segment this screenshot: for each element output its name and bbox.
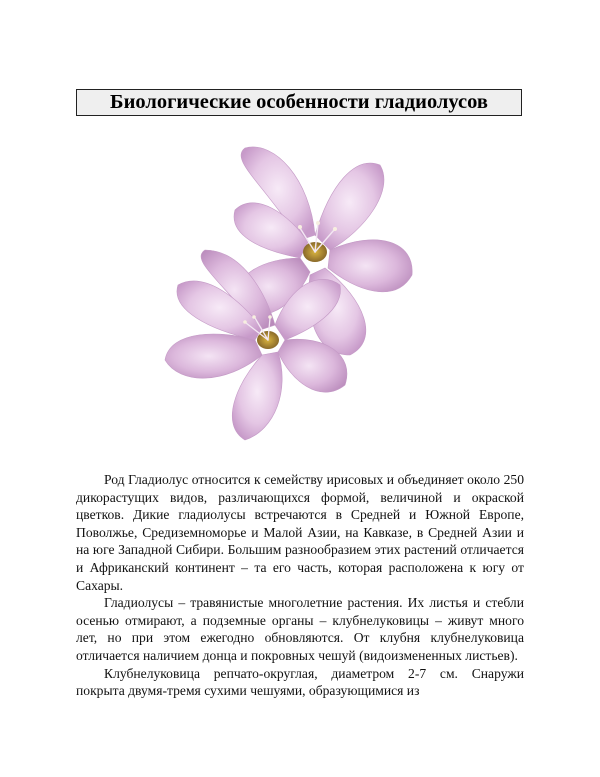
page-title: Биологические особенности гладиолусов [110,91,488,113]
title-box [76,89,522,116]
paragraph: Клубнелуковица репчато-округлая, диаметром 2-7 см. Снаружи покрыта двумя-тремя сухими чешуями, образующимися из [76,665,524,699]
flower-illustration [150,140,420,450]
paragraph: Род Гладиолус относится к семейству ирисовых и объединяет около 250 дикорастущих видов, различающихся формой, величиной и окраской цветков. Дикие гладиолусы встречаются в Средней и Южной Европе, Поволжье, Средиземноморье и Малой Азии, на Кавказе, в Средней Азии и на юге Западной Сибири. Большим разнообразием этих растений отличается и Африканский континент – та его часть, которая расположена к югу от Сахары. [76,472,524,593]
gladiolus-flower-image [150,140,420,450]
paragraph: Гладиолусы – травянистые многолетние растения. Их листья и стебли осенью отмирают, а подземные органы – клубнелуковицы – живут много лет, но при этом ежегодно обновляются. От клубня клубнелуковица отличается наличием донца и покровных чешуй (видоизмененных листьев). [76,595,524,663]
body-text [76,471,524,700]
